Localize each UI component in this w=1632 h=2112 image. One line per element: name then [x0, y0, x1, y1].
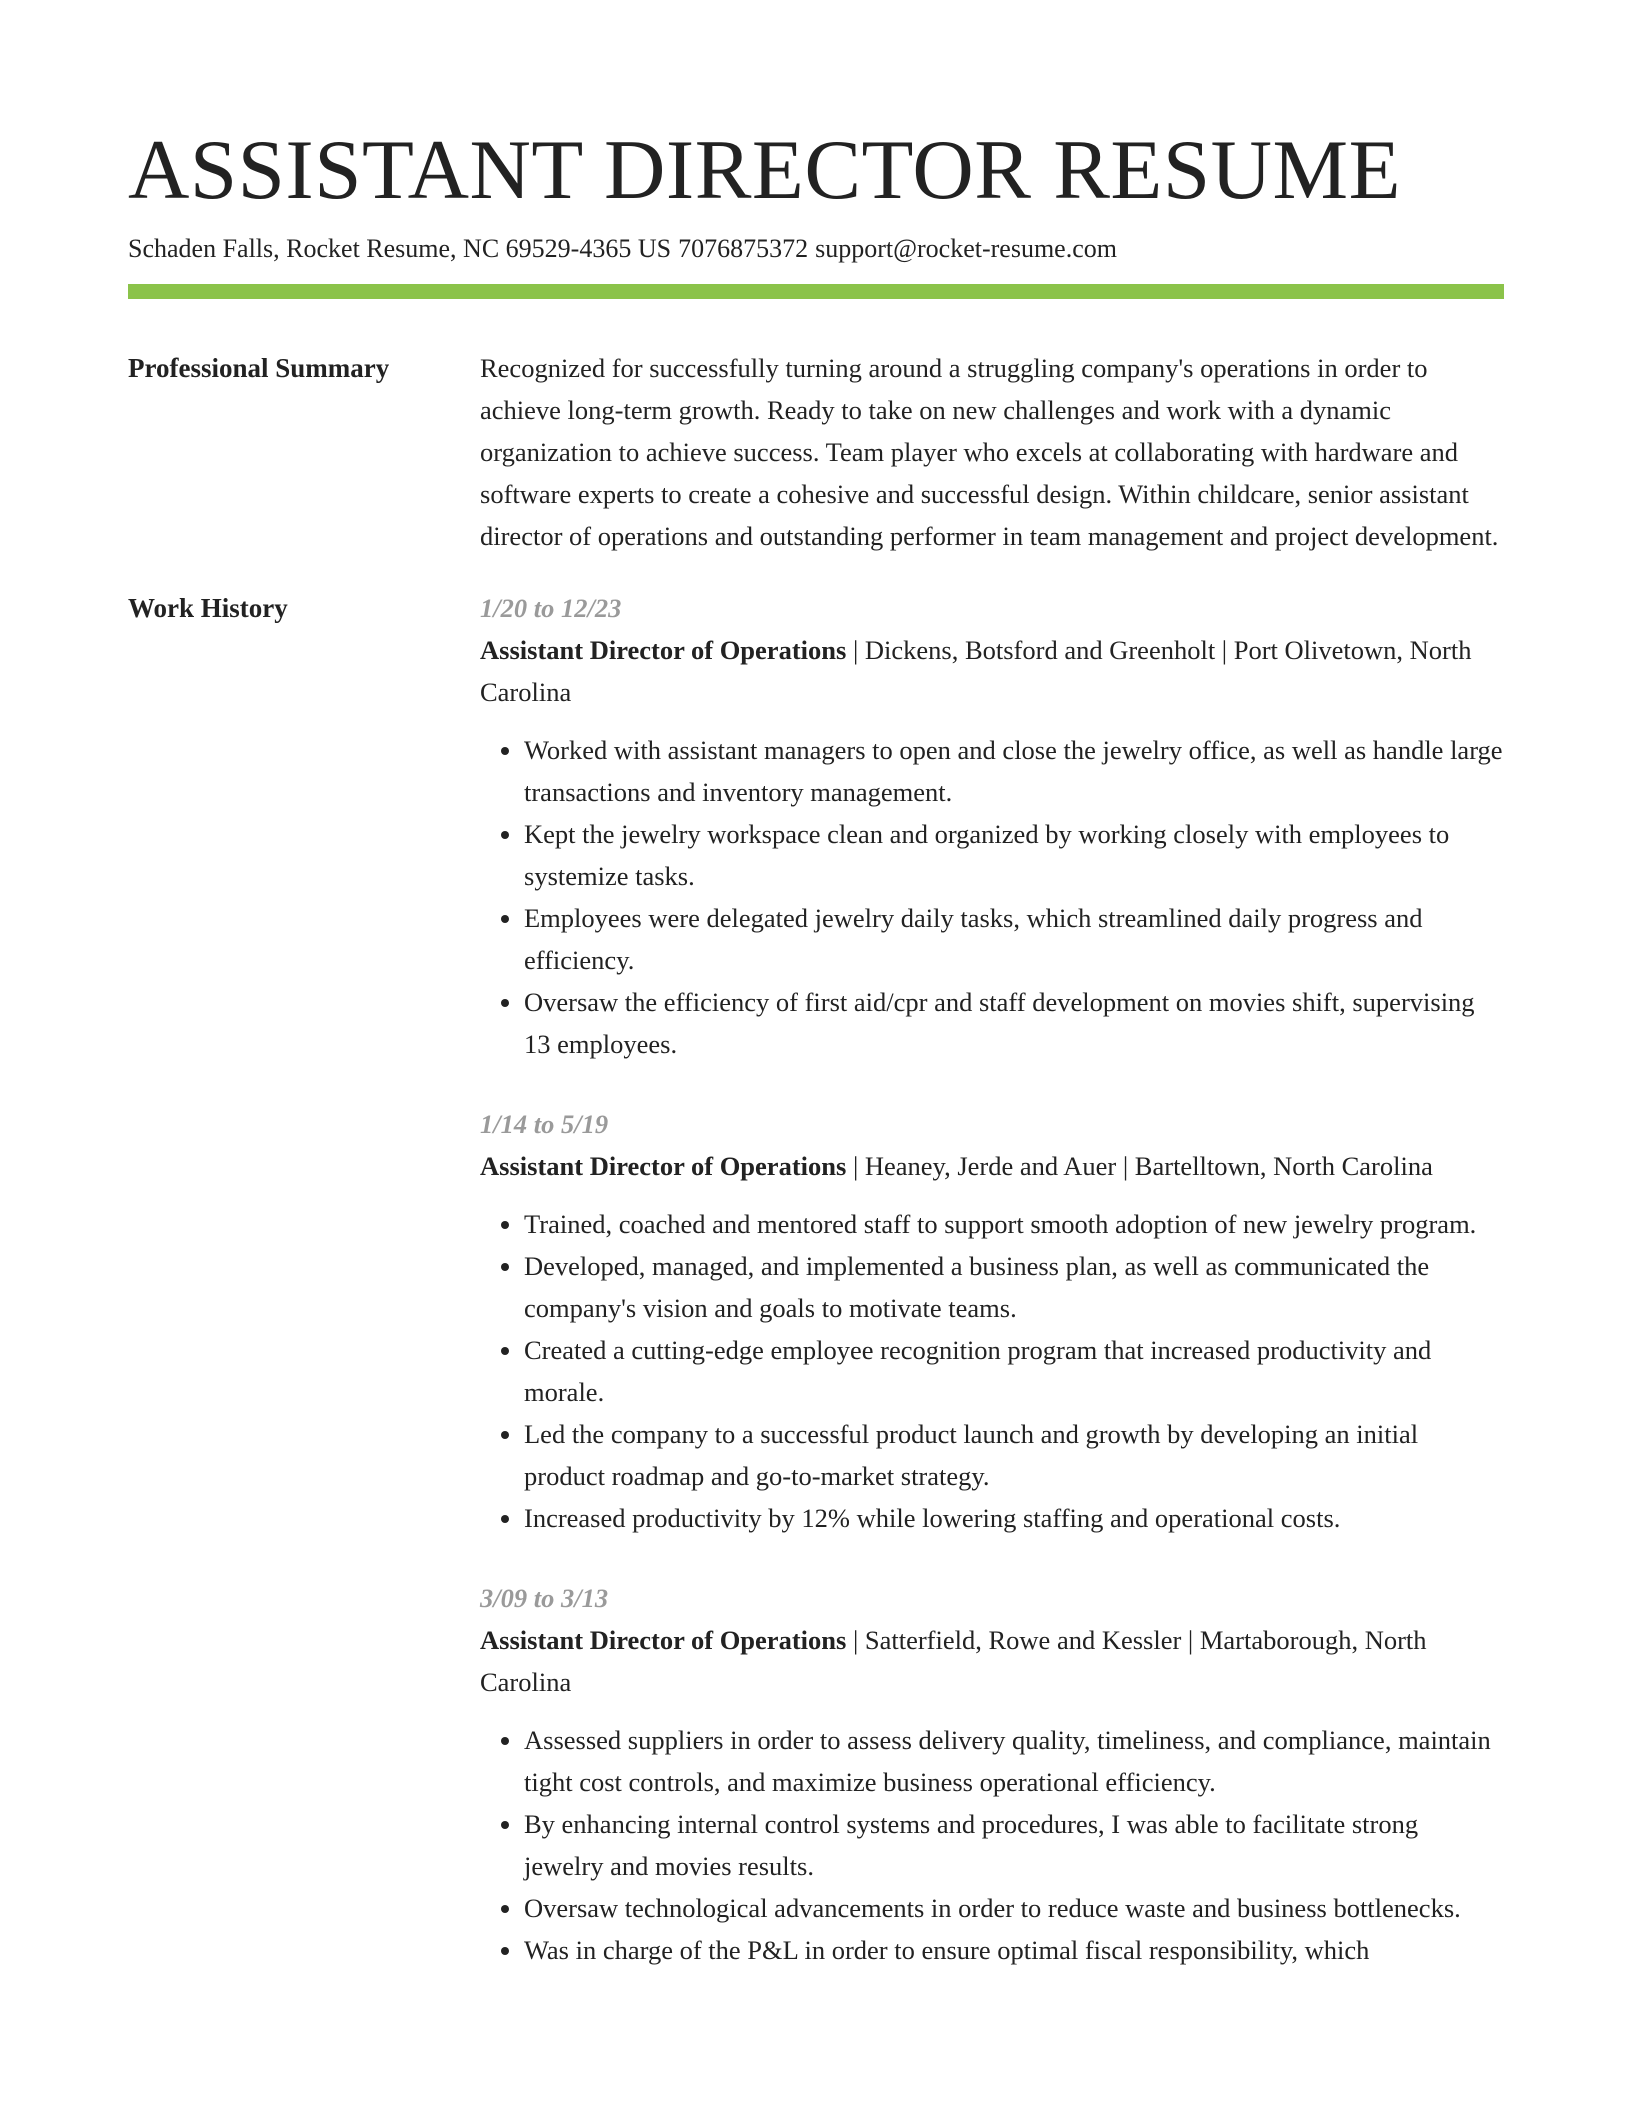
summary-section: [128, 347, 1504, 557]
resume-title: ASSISTANT DIRECTOR RESUME: [128, 123, 1402, 217]
job-bullet: • Assessed suppliers in order to assess delivery quality, timeliness, and compliance, maintain tight cost controls, and maximize business operational efficiency.: [524, 1719, 1504, 1803]
contact-line: [128, 232, 1504, 266]
job-bullet: • Trained, coached and mentored staff to support smooth adoption of new jewelry program.: [524, 1203, 1504, 1245]
job-entry: [480, 1103, 1504, 1539]
resume-page: [128, 0, 1504, 1971]
work-history-section: [128, 587, 1504, 1971]
job-bullet: • Oversaw the efficiency of first aid/cpr and staff development on movies shift, supervising 13 employees.: [524, 981, 1504, 1065]
job-bullet: • Oversaw technological advancements in order to reduce waste and business bottlenecks.: [524, 1887, 1504, 1929]
job-dates: 3/09 to 3/13: [480, 1583, 609, 1613]
work-history-heading: Work History: [128, 593, 288, 623]
job-heading: [480, 1145, 1504, 1187]
job-role: Assistant Director of Operations: [480, 1625, 847, 1655]
job-bullet: • Employees were delegated jewelry daily tasks, which streamlined daily progress and efficiency.: [524, 897, 1504, 981]
job-bullets: [480, 729, 1504, 1065]
job-bullet: • Kept the jewelry workspace clean and organized by working closely with employees to systemize tasks.: [524, 813, 1504, 897]
job-heading: [480, 1619, 1504, 1703]
job-bullet: • By enhancing internal control systems and procedures, I was able to facilitate strong jewelry and movies results.: [524, 1803, 1504, 1887]
summary-heading: Professional Summary: [128, 353, 390, 383]
job-bullet: • Created a cutting-edge employee recognition program that increased productivity and morale.: [524, 1329, 1504, 1413]
job-bullet: • Worked with assistant managers to open and close the jewelry office, as well as handle large transactions and inventory management.: [524, 729, 1504, 813]
job-entry: [480, 587, 1504, 1065]
job-details: | Heaney, Jerde and Auer | Bartelltown, North Carolina: [846, 1151, 1433, 1181]
contact-phone: 7076875372: [678, 234, 809, 263]
contact-email: support@rocket-resume.com: [815, 234, 1117, 263]
job-bullet: • Led the company to a successful product launch and growth by developing an initial product roadmap and go-to-market strategy.: [524, 1413, 1504, 1497]
summary-text: Recognized for successfully turning around a struggling company's operations in order to achieve long-term growth. Ready to take on new challenges and work with a dynamic organization to achieve success. Team player who excels at collaborating with hardware and software experts to create a cohesive and successful design. Within childcare, senior assistant director of operations and outstanding performer in team management and project development.: [480, 353, 1499, 551]
job-list: [480, 587, 1504, 1971]
job-bullet: • Increased productivity by 12% while lowering staffing and operational costs.: [524, 1497, 1504, 1539]
job-bullet: • Was in charge of the P&L in order to ensure optimal fiscal responsibility, which: [524, 1929, 1504, 1971]
job-bullet: • Developed, managed, and implemented a business plan, as well as communicated the company's vision and goals to motivate teams.: [524, 1245, 1504, 1329]
job-role: Assistant Director of Operations: [480, 635, 847, 665]
accent-divider: [128, 284, 1504, 299]
job-entry: [480, 1577, 1504, 1971]
job-bullets: [480, 1203, 1504, 1539]
job-dates: 1/20 to 12/23: [480, 593, 622, 623]
job-heading: [480, 629, 1504, 713]
job-bullets: [480, 1719, 1504, 1971]
job-role: Assistant Director of Operations: [480, 1151, 847, 1181]
job-details: | Dickens, Botsford and Greenholt | Port Olivetown, North Carolina: [480, 635, 1472, 707]
job-dates: 1/14 to 5/19: [480, 1109, 609, 1139]
contact-address: Schaden Falls, Rocket Resume, NC 69529-4365 US: [128, 234, 672, 263]
job-details: | Satterfield, Rowe and Kessler | Martaborough, North Carolina: [480, 1625, 1427, 1697]
